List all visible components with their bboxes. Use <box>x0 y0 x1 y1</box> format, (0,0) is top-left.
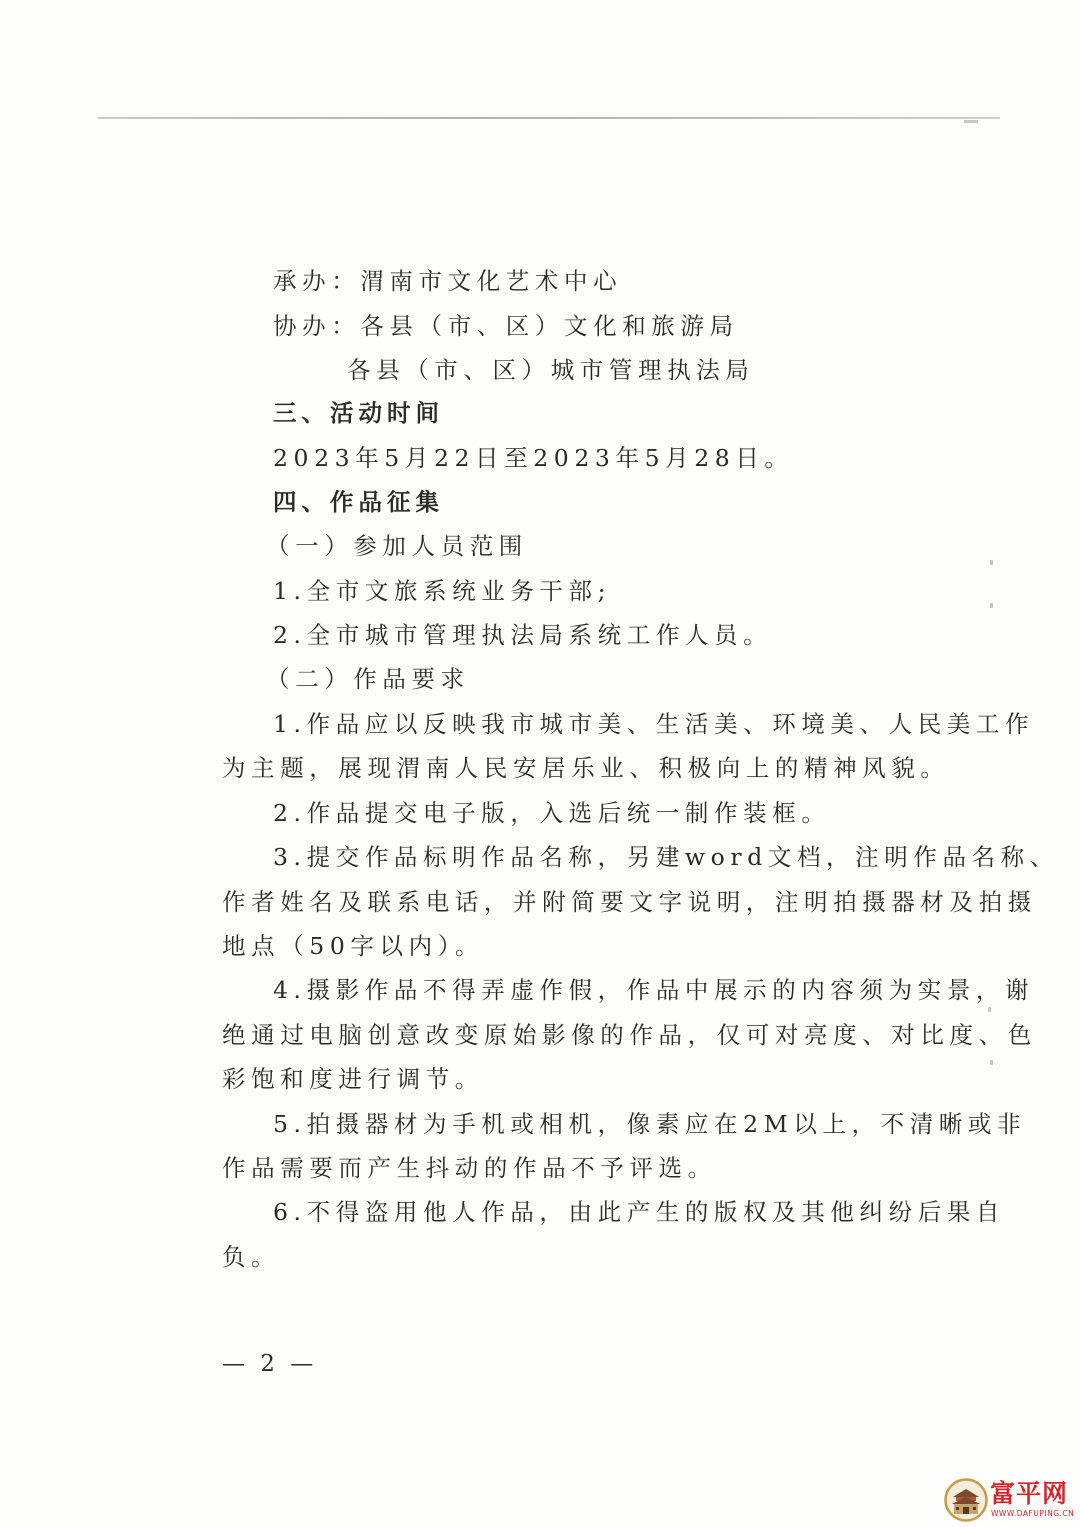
requirement-4-line-1: 4.摄影作品不得弄虚作假，作品中展示的内容须为实景，谢 <box>273 976 1035 1004</box>
scan-speck <box>990 560 993 565</box>
requirement-4-line-3: 彩饱和度进行调节。 <box>222 1065 484 1093</box>
section-heading-time: 三、活动时间 <box>273 399 444 427</box>
scan-speck <box>990 1060 993 1065</box>
requirement-5-line-1: 5.拍摄器材为手机或相机，像素应在2M以上，不清晰或非 <box>273 1110 1027 1138</box>
requirement-4-line-2: 绝通过电脑创意改变原始影像的作品，仅可对亮度、对比度、色 <box>222 1021 1037 1049</box>
participants-item-2: 2.全市城市管理执法局系统工作人员。 <box>273 621 773 649</box>
requirement-3-line-1: 3.提交作品标明作品名称，另建word文档，注明作品名称、 <box>273 843 1059 871</box>
requirement-3-line-2: 作者姓名及联系电话，并附简要文字说明，注明拍摄器材及拍摄 <box>222 888 1037 916</box>
activity-dates: 2023年5月22日至2023年5月28日。 <box>273 444 794 472</box>
page-number: — 2 — <box>222 1351 318 1377</box>
requirement-6-line-1: 6.不得盗用他人作品，由此产生的版权及其他纠纷后果自 <box>273 1198 1006 1226</box>
watermark-domain: WWW.DAFUPING.CN <box>991 1509 1075 1518</box>
watermark-logo <box>944 1478 1075 1522</box>
section-heading-collection: 四、作品征集 <box>273 488 444 516</box>
requirement-5-line-2: 作品需要而产生抖动的作品不予评选。 <box>222 1154 717 1182</box>
scan-speck <box>988 1007 991 1012</box>
requirement-1-line-2: 为主题，展现渭南人民安居乐业、积极向上的精神风貌。 <box>222 754 950 782</box>
gate-tower-icon <box>944 1478 988 1522</box>
subsection-heading-participants: （一）参加人员范围 <box>266 532 528 560</box>
co-organizer-line: 协办：各县（市、区）文化和旅游局 <box>273 312 739 340</box>
requirement-1-line-1: 1.作品应以反映我市城市美、生活美、环境美、人民美工作 <box>273 710 1035 738</box>
subsection-heading-requirements: （二）作品要求 <box>266 665 470 693</box>
co-organizer-line-2: 各县（市、区）城市管理执法局 <box>347 356 755 384</box>
requirement-6-line-2: 负。 <box>222 1243 281 1271</box>
requirement-3-line-3: 地点（50字以内）。 <box>222 932 485 960</box>
watermark-name: 富平网 <box>990 1479 1069 1508</box>
participants-item-1: 1.全市文旅系统业务干部; <box>273 577 612 605</box>
scan-speck <box>990 603 993 608</box>
organizer-line: 承办：渭南市文化艺术中心 <box>273 267 623 295</box>
requirement-2: 2.作品提交电子版，入选后统一制作装框。 <box>273 799 831 827</box>
